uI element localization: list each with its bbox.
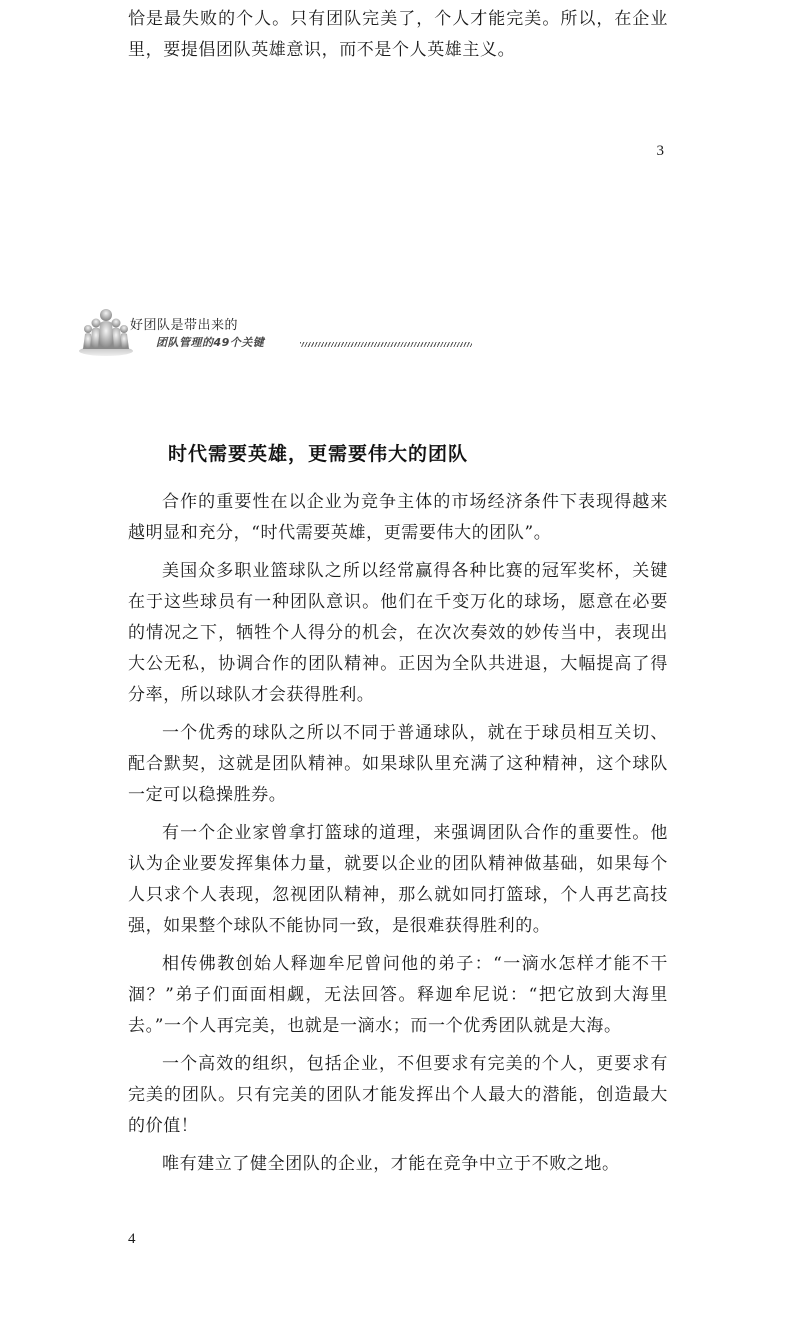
body-paragraph: 唯有建立了健全团队的企业，才能在竞争中立于不败之地。 <box>162 1154 620 1174</box>
chapter-title: 时代需要英雄，更需要伟大的团队 <box>168 443 469 465</box>
page-number: 4 <box>128 1231 136 1247</box>
body-paragraph: 合作的重要性在以企业为竞争主体的市场经济条件下表现得越来越明显和充分，“时代需要英雄，更需要伟大的团队”。 <box>128 492 668 543</box>
book-subtitle: 团队管理的49个关键 <box>156 336 265 349</box>
previous-page-paragraph: 恰是最失败的个人。只有团队完美了，个人才能完美。所以，在企业里，要提倡团队英雄意识，而不是个人英雄主义。 <box>128 9 668 60</box>
body-paragraph: 美国众多职业篮球队之所以经常赢得各种比赛的冠军奖杯，关键在于这些球员有一种团队意识。他们在千变万化的球场，愿意在必要的情况之下，牺牲个人得分的机会，在次次奏效的妙传当中，表现出大公无私，协调合作的团队精神。正因为全队共进退，大幅提高了得分率，所以球队才会获得胜利。 <box>128 561 668 705</box>
previous-page-number: 3 <box>656 143 664 159</box>
body-paragraph: 有一个企业家曾拿打篮球的道理，来强调团队合作的重要性。他认为企业要发挥集体力量，就要以企业的团队精神做基础，如果每个人只求个人表现，忽视团队精神，那么就如同打篮球，个人再艺高技强，如果整个球队不能协同一致，是很难获得胜利的。 <box>128 823 668 936</box>
body-paragraph: 一个高效的组织，包括企业，不但要求有完美的个人，更要求有完美的团队。只有完美的团队才能发挥出个人最大的潜能，创造最大的价值！ <box>128 1054 668 1136</box>
body-paragraph: 相传佛教创始人释迦牟尼曾问他的弟子：“一滴水怎样才能不干涸？”弟子们面面相觑，无法回答。释迦牟尼说：“把它放到大海里去。”一个人再完美，也就是一滴水；而一个优秀团队就是大海。 <box>128 954 668 1036</box>
header-hatched-rule <box>300 342 472 347</box>
previous-page-text <box>128 4 668 66</box>
body-text <box>128 487 668 1180</box>
team-figures-logo <box>78 305 134 357</box>
running-header <box>78 305 408 359</box>
body-paragraph: 一个优秀的球队之所以不同于普通球队，就在于球员相互关切、配合默契，这就是团队精神。如果球队里充满了这种精神，这个球队一定可以稳操胜券。 <box>128 723 668 805</box>
book-title: 好团队是带出来的 <box>130 318 239 333</box>
